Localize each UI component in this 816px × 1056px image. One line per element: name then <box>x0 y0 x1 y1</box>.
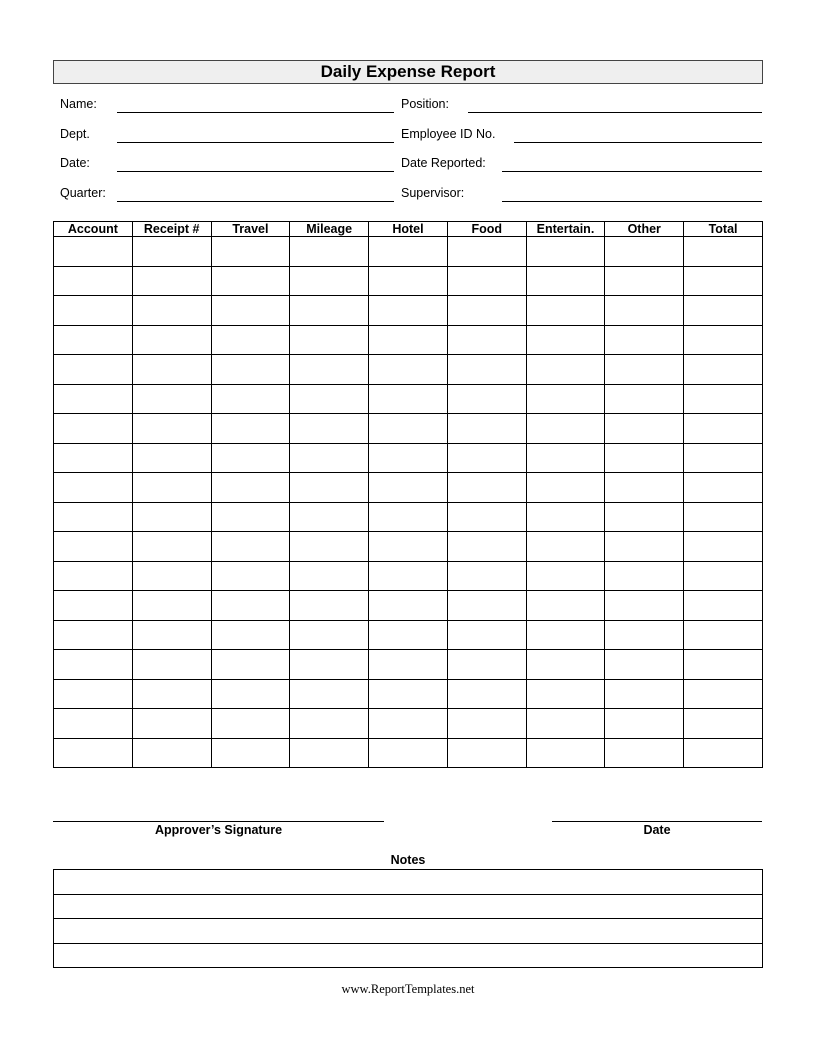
table-cell[interactable] <box>132 266 211 296</box>
table-cell[interactable] <box>290 502 369 532</box>
table-cell[interactable] <box>447 561 526 591</box>
table-header-row <box>54 222 763 237</box>
name-field[interactable] <box>117 112 394 113</box>
table-row <box>54 325 763 355</box>
table-cell[interactable] <box>369 355 448 385</box>
table-cell[interactable] <box>132 443 211 473</box>
table-row <box>54 502 763 532</box>
table-cell[interactable] <box>526 679 605 709</box>
supervisor-label: Supervisor: <box>401 186 465 200</box>
table-cell[interactable] <box>211 650 290 680</box>
table-cell[interactable] <box>684 591 763 621</box>
table-row <box>54 679 763 709</box>
employee-id-label: Employee ID No. <box>401 127 496 141</box>
table-cell[interactable] <box>447 443 526 473</box>
table-cell[interactable] <box>369 296 448 326</box>
table-cell[interactable] <box>526 473 605 503</box>
date-reported-field[interactable] <box>502 171 762 172</box>
table-cell[interactable] <box>447 620 526 650</box>
table-row <box>54 709 763 739</box>
column-header: Receipt # <box>132 222 211 237</box>
table-cell[interactable] <box>211 620 290 650</box>
table-cell[interactable] <box>211 384 290 414</box>
table-cell[interactable] <box>369 443 448 473</box>
table-cell[interactable] <box>447 325 526 355</box>
signature-date-line[interactable] <box>552 821 762 822</box>
table-cell[interactable] <box>526 709 605 739</box>
column-header: Other <box>605 222 684 237</box>
footer-url: www.ReportTemplates.net <box>341 982 475 996</box>
table-cell[interactable] <box>132 620 211 650</box>
column-header: Entertain. <box>526 222 605 237</box>
table-cell[interactable] <box>211 414 290 444</box>
table-row <box>54 620 763 650</box>
table-cell[interactable] <box>684 237 763 267</box>
table-cell[interactable] <box>54 709 133 739</box>
notes-table <box>53 869 763 968</box>
table-cell[interactable] <box>211 443 290 473</box>
table-cell[interactable] <box>132 532 211 562</box>
table-cell[interactable] <box>447 473 526 503</box>
notes-line[interactable] <box>54 894 763 919</box>
table-cell[interactable] <box>447 355 526 385</box>
table-cell[interactable] <box>54 443 133 473</box>
table-cell[interactable] <box>605 237 684 267</box>
table-cell[interactable] <box>684 414 763 444</box>
table-row <box>54 650 763 680</box>
table-cell[interactable] <box>211 502 290 532</box>
table-cell[interactable] <box>290 296 369 326</box>
table-cell[interactable] <box>211 355 290 385</box>
table-row <box>54 591 763 621</box>
table-cell[interactable] <box>132 738 211 768</box>
table-cell[interactable] <box>684 502 763 532</box>
column-header: Mileage <box>290 222 369 237</box>
date-label: Date: <box>60 156 90 170</box>
dept-label: Dept. <box>60 127 90 141</box>
table-cell[interactable] <box>605 709 684 739</box>
table-cell[interactable] <box>605 502 684 532</box>
table-cell[interactable] <box>132 709 211 739</box>
table-cell[interactable] <box>526 738 605 768</box>
table-cell[interactable] <box>54 414 133 444</box>
table-cell[interactable] <box>211 709 290 739</box>
table-cell[interactable] <box>132 384 211 414</box>
table-cell[interactable] <box>369 620 448 650</box>
table-cell[interactable] <box>290 738 369 768</box>
table-cell[interactable] <box>369 473 448 503</box>
table-cell[interactable] <box>605 384 684 414</box>
table-cell[interactable] <box>684 296 763 326</box>
table-cell[interactable] <box>605 414 684 444</box>
table-cell[interactable] <box>605 679 684 709</box>
table-row <box>54 296 763 326</box>
table-cell[interactable] <box>526 237 605 267</box>
table-cell[interactable] <box>132 296 211 326</box>
table-cell[interactable] <box>369 679 448 709</box>
position-field[interactable] <box>468 112 762 113</box>
table-row <box>54 532 763 562</box>
table-cell[interactable] <box>211 738 290 768</box>
table-row <box>54 266 763 296</box>
table-cell[interactable] <box>290 355 369 385</box>
table-cell[interactable] <box>447 591 526 621</box>
table-cell[interactable] <box>54 355 133 385</box>
quarter-label: Quarter: <box>60 186 106 200</box>
column-header: Account <box>54 222 133 237</box>
table-cell[interactable] <box>132 591 211 621</box>
table-row <box>54 473 763 503</box>
table-cell[interactable] <box>211 296 290 326</box>
notes-row <box>54 870 763 895</box>
position-label: Position: <box>401 97 449 111</box>
table-cell[interactable] <box>290 325 369 355</box>
table-cell[interactable] <box>369 502 448 532</box>
table-cell[interactable] <box>54 591 133 621</box>
table-row <box>54 355 763 385</box>
table-cell[interactable] <box>605 561 684 591</box>
employee-id-field[interactable] <box>514 142 762 143</box>
table-cell[interactable] <box>605 473 684 503</box>
notes-row <box>54 943 763 968</box>
table-cell[interactable] <box>684 650 763 680</box>
table-cell[interactable] <box>526 266 605 296</box>
table-cell[interactable] <box>526 414 605 444</box>
table-cell[interactable] <box>526 561 605 591</box>
table-cell[interactable] <box>447 709 526 739</box>
notes-row <box>54 919 763 944</box>
table-cell[interactable] <box>447 414 526 444</box>
column-header: Total <box>684 222 763 237</box>
table-cell[interactable] <box>290 384 369 414</box>
table-cell[interactable] <box>54 325 133 355</box>
table-cell[interactable] <box>684 532 763 562</box>
table-cell[interactable] <box>290 709 369 739</box>
table-cell[interactable] <box>369 561 448 591</box>
table-cell[interactable] <box>526 384 605 414</box>
table-cell[interactable] <box>369 650 448 680</box>
column-header: Travel <box>211 222 290 237</box>
table-cell[interactable] <box>290 532 369 562</box>
table-cell[interactable] <box>290 443 369 473</box>
table-cell[interactable] <box>369 709 448 739</box>
table-cell[interactable] <box>526 502 605 532</box>
supervisor-field[interactable] <box>502 201 762 202</box>
table-cell[interactable] <box>605 325 684 355</box>
table-cell[interactable] <box>526 620 605 650</box>
table-cell[interactable] <box>447 679 526 709</box>
table-cell[interactable] <box>447 384 526 414</box>
table-cell[interactable] <box>290 620 369 650</box>
table-cell[interactable] <box>290 591 369 621</box>
table-cell[interactable] <box>684 384 763 414</box>
table-cell[interactable] <box>605 650 684 680</box>
table-cell[interactable] <box>447 266 526 296</box>
dept-field[interactable] <box>117 142 394 143</box>
table-cell[interactable] <box>211 532 290 562</box>
table-cell[interactable] <box>605 532 684 562</box>
signature-date-label: Date <box>643 823 671 837</box>
approver-signature-label: Approver’s Signature <box>154 823 283 837</box>
date-field[interactable] <box>117 171 394 172</box>
table-cell[interactable] <box>54 502 133 532</box>
table-cell[interactable] <box>54 384 133 414</box>
table-cell[interactable] <box>211 325 290 355</box>
table-cell[interactable] <box>447 237 526 267</box>
table-cell[interactable] <box>605 296 684 326</box>
table-cell[interactable] <box>132 237 211 267</box>
table-cell[interactable] <box>132 679 211 709</box>
table-cell[interactable] <box>369 591 448 621</box>
notes-line[interactable] <box>54 870 763 895</box>
table-cell[interactable] <box>132 355 211 385</box>
table-cell[interactable] <box>132 414 211 444</box>
table-cell[interactable] <box>684 561 763 591</box>
table-cell[interactable] <box>447 502 526 532</box>
table-cell[interactable] <box>290 561 369 591</box>
table-cell[interactable] <box>526 591 605 621</box>
table-cell[interactable] <box>684 266 763 296</box>
table-cell[interactable] <box>684 473 763 503</box>
table-cell[interactable] <box>54 296 133 326</box>
table-cell[interactable] <box>526 443 605 473</box>
table-cell[interactable] <box>132 325 211 355</box>
table-cell[interactable] <box>369 384 448 414</box>
table-cell[interactable] <box>605 355 684 385</box>
notes-title: Notes <box>390 853 426 867</box>
table-cell[interactable] <box>369 325 448 355</box>
table-cell[interactable] <box>211 561 290 591</box>
table-cell[interactable] <box>684 738 763 768</box>
table-cell[interactable] <box>54 473 133 503</box>
table-cell[interactable] <box>526 532 605 562</box>
table-cell[interactable] <box>684 709 763 739</box>
table-cell[interactable] <box>54 532 133 562</box>
table-row <box>54 561 763 591</box>
table-cell[interactable] <box>132 502 211 532</box>
table-cell[interactable] <box>526 355 605 385</box>
date-reported-label: Date Reported: <box>401 156 486 170</box>
name-label: Name: <box>60 97 97 111</box>
quarter-field[interactable] <box>117 201 394 202</box>
table-cell[interactable] <box>605 443 684 473</box>
table-cell[interactable] <box>369 738 448 768</box>
table-cell[interactable] <box>684 325 763 355</box>
table-cell[interactable] <box>684 620 763 650</box>
table-cell[interactable] <box>605 591 684 621</box>
table-cell[interactable] <box>447 296 526 326</box>
table-cell[interactable] <box>684 443 763 473</box>
table-cell[interactable] <box>54 266 133 296</box>
table-cell[interactable] <box>526 650 605 680</box>
table-cell[interactable] <box>369 532 448 562</box>
table-cell[interactable] <box>211 473 290 503</box>
notes-line[interactable] <box>54 943 763 968</box>
table-cell[interactable] <box>290 414 369 444</box>
table-cell[interactable] <box>290 266 369 296</box>
table-cell[interactable] <box>54 620 133 650</box>
table-cell[interactable] <box>369 266 448 296</box>
page-title: Daily Expense Report <box>53 60 763 84</box>
table-row <box>54 237 763 267</box>
table-cell[interactable] <box>684 355 763 385</box>
table-cell[interactable] <box>447 650 526 680</box>
table-cell[interactable] <box>605 620 684 650</box>
table-cell[interactable] <box>526 296 605 326</box>
table-cell[interactable] <box>369 414 448 444</box>
table-cell[interactable] <box>290 237 369 267</box>
table-cell[interactable] <box>54 650 133 680</box>
table-cell[interactable] <box>211 679 290 709</box>
table-cell[interactable] <box>132 561 211 591</box>
table-cell[interactable] <box>684 679 763 709</box>
table-row <box>54 738 763 768</box>
table-cell[interactable] <box>54 679 133 709</box>
table-cell[interactable] <box>290 473 369 503</box>
table-cell[interactable] <box>211 237 290 267</box>
table-cell[interactable] <box>447 532 526 562</box>
table-cell[interactable] <box>605 266 684 296</box>
table-cell[interactable] <box>132 650 211 680</box>
table-cell[interactable] <box>54 561 133 591</box>
approver-signature-line[interactable] <box>53 821 384 822</box>
table-cell[interactable] <box>290 650 369 680</box>
expense-table <box>53 221 763 768</box>
table-row <box>54 443 763 473</box>
table-cell[interactable] <box>447 738 526 768</box>
table-cell[interactable] <box>369 237 448 267</box>
column-header: Hotel <box>369 222 448 237</box>
table-cell[interactable] <box>605 738 684 768</box>
notes-row <box>54 894 763 919</box>
table-cell[interactable] <box>54 237 133 267</box>
table-cell[interactable] <box>211 591 290 621</box>
table-cell[interactable] <box>132 473 211 503</box>
table-row <box>54 414 763 444</box>
table-cell[interactable] <box>526 325 605 355</box>
table-cell[interactable] <box>290 679 369 709</box>
table-row <box>54 384 763 414</box>
table-cell[interactable] <box>54 738 133 768</box>
table-cell[interactable] <box>211 266 290 296</box>
column-header: Food <box>447 222 526 237</box>
notes-line[interactable] <box>54 919 763 944</box>
